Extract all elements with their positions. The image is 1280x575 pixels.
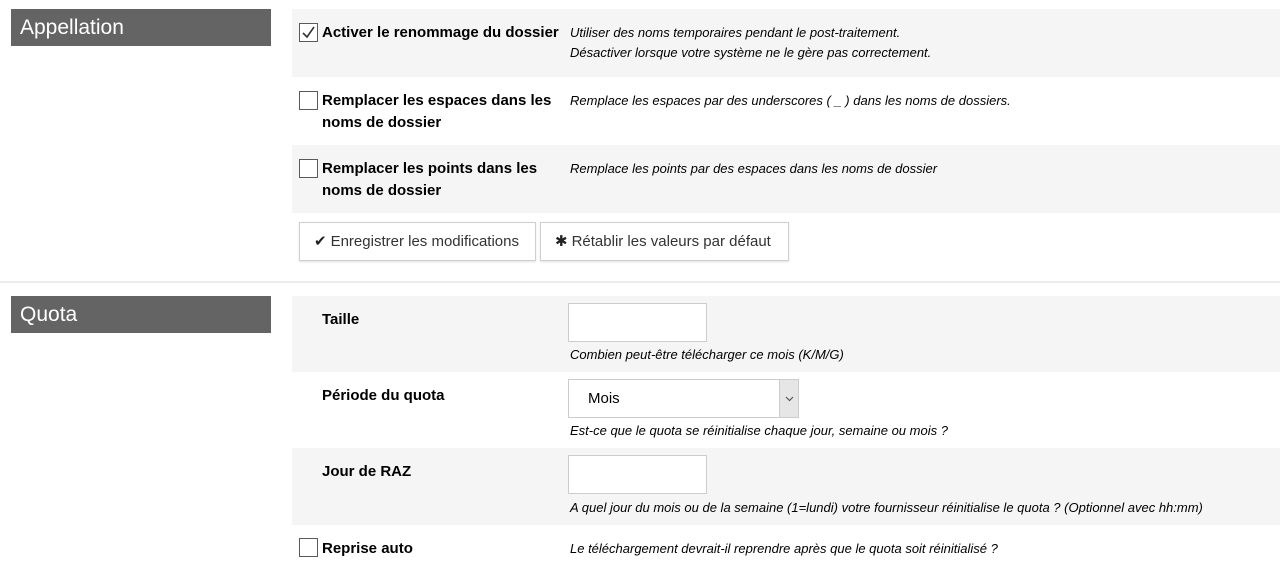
save-changes-button-label: Enregistrer les modifications — [330, 233, 519, 250]
reset-day-description: A quel jour du mois ou de la semaine (1=lundi) votre fournisseur réinitialise le quota ? (Optionnel avec hh:mm) — [570, 500, 1203, 515]
period-label: Période du quota — [322, 387, 445, 404]
folder-rename-desc-line2: Désactiver lorsque votre système ne le gère pas correctement. — [570, 45, 932, 60]
folder-rename-checkbox[interactable] — [299, 23, 318, 42]
section-title-appellation: Appellation — [11, 9, 271, 46]
reset-defaults-button-label: Rétablir les valeurs par défaut — [571, 233, 771, 250]
setting-row-replace-spaces — [292, 77, 1280, 145]
folder-rename-desc-line1: Utiliser des noms temporaires pendant le post-traitement. — [570, 25, 901, 40]
replace-spaces-description: Remplace les espaces par des underscores ( _ ) dans les noms de dossiers. — [570, 93, 1011, 108]
period-description: Est-ce que le quota se réinitialise chaque jour, semaine ou mois ? — [570, 423, 948, 438]
section-title-quota: Quota — [11, 296, 271, 333]
setting-row-folder-rename — [292, 9, 1280, 77]
replace-dots-label: Remplacer les points dans les noms de dossier — [322, 160, 538, 199]
reset-defaults-button[interactable] — [540, 222, 789, 261]
replace-dots-description: Remplace les points par des espaces dans les noms de dossier — [570, 161, 938, 176]
chevron-down-icon[interactable] — [779, 380, 798, 417]
replace-spaces-label: Remplacer les espaces dans les noms de dossier — [322, 92, 552, 131]
save-changes-button[interactable] — [299, 222, 536, 261]
setting-row-replace-dots — [292, 145, 1280, 213]
size-input[interactable] — [568, 303, 707, 342]
folder-rename-label: Activer le renommage du dossier — [322, 24, 559, 41]
setting-row-size — [292, 296, 1280, 372]
reset-day-label: Jour de RAZ — [322, 463, 412, 480]
size-label: Taille — [322, 311, 360, 328]
replace-dots-checkbox[interactable] — [299, 159, 318, 178]
section-divider — [0, 281, 1280, 283]
auto-resume-label: Reprise auto — [322, 540, 413, 557]
asterisk-icon: ✱ — [555, 233, 568, 250]
auto-resume-description: Le téléchargement devrait-il reprendre après que le quota soit réinitialisé ? — [570, 541, 998, 556]
period-select[interactable] — [568, 379, 799, 418]
setting-row-auto-resume — [292, 525, 1280, 575]
auto-resume-checkbox[interactable] — [299, 538, 318, 557]
replace-spaces-checkbox[interactable] — [299, 91, 318, 110]
checkmark-icon — [301, 25, 316, 40]
checkmark-icon: ✔ — [314, 233, 327, 250]
reset-day-input[interactable] — [568, 455, 707, 494]
setting-row-reset-day — [292, 448, 1280, 525]
period-select-value: Mois — [588, 390, 620, 407]
folder-rename-description — [570, 23, 931, 63]
size-description: Combien peut-être télécharger ce mois (K/M/G) — [570, 347, 844, 362]
